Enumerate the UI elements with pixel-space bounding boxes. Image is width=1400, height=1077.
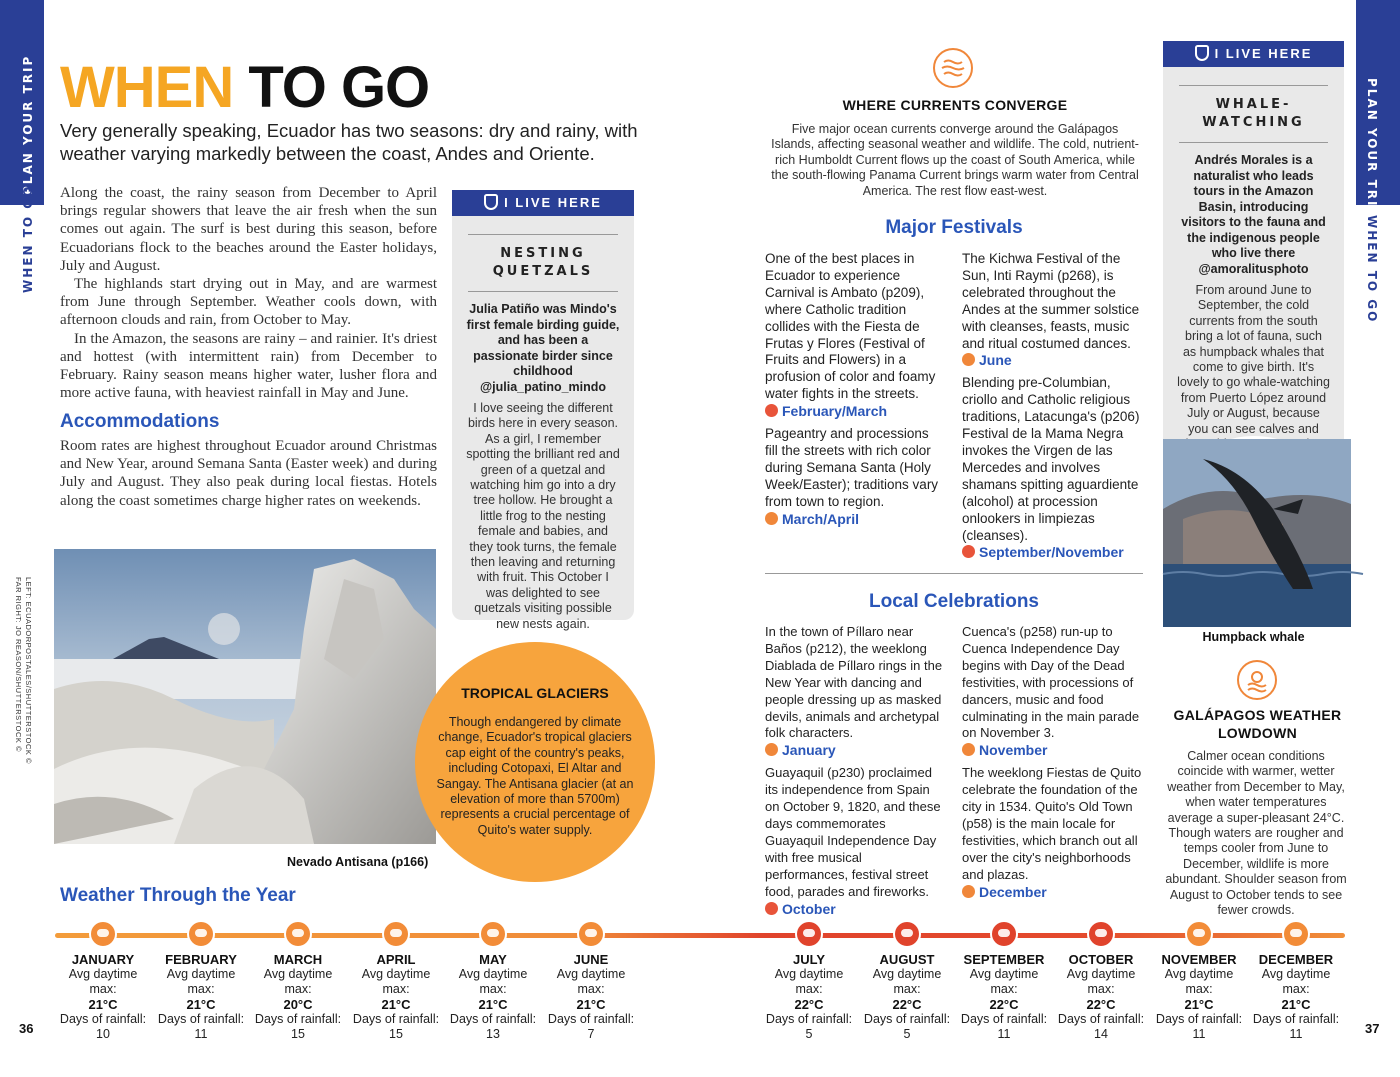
page-number-left: 36 [19,1021,34,1036]
temp-label: Avg daytime max: [1261,967,1331,996]
temp-value: 22°C [989,997,1019,1012]
month-column [348,920,444,1042]
celebrations-right-column [962,624,1144,907]
rain-cloud-icon [765,902,778,915]
paragraph-amazon: In the Amazon, the seasons are rainy – and rainier. It's driest and hottest (with intermittent rain) from December to February. Rainy season means higher water, lusher flora and more active fauna, with heaviest rainfall in May and June. [60,330,437,402]
temp-value: 22°C [1086,997,1116,1012]
left-chapter-label: WHEN TO GO [21,184,35,293]
rain-value: 14 [1094,1027,1108,1041]
celebration-guayaquil [765,765,945,917]
month-column [1248,920,1344,1042]
accommodations-heading: Accommodations [60,411,220,432]
rain-label: Days of rainfall: [254,1012,342,1026]
shield-icon [484,194,498,210]
rain-label: Days of rainfall: [960,1012,1048,1026]
subject-line-1: NESTING [500,246,586,261]
rain-value: 11 [1289,1027,1303,1041]
temp-value: 21°C [478,997,508,1012]
whale-photo [1160,436,1348,624]
live-here-label: I LIVE HERE [1214,46,1313,61]
month-name: JANUARY [71,952,135,967]
month-column [761,920,857,1042]
temp-value: 21°C [88,997,118,1012]
galapagos-heading-line-1: GALÁPAGOS WEATHER [1173,707,1342,723]
galapagos-heading-line-2: LOWDOWN [1217,725,1298,741]
festivals-left-column [765,251,945,534]
box-subject [468,234,618,292]
weather-heading: Weather Through the Year [60,885,296,906]
rain-label: Days of rainfall: [157,1012,245,1026]
rain-label: Days of rainfall: [352,1012,440,1026]
temp-label: Avg daytime max: [68,967,138,996]
festival-semana-santa-month [765,511,945,528]
right-chapter-label: WHEN TO GO [1365,215,1379,324]
month-column [153,920,249,1042]
celebration-guayaquil-text: Guayaquil (p230) proclaimed its independence from Spain on October 9, 1820, and these days commemorates Guayaquil Independence Day with free musical performances, festival street food, parades and fireworks. [765,765,941,899]
festivals-right-column [962,251,1144,567]
month-column [1053,920,1149,1042]
temp-label: Avg daytime max: [166,967,236,996]
cloud-sun-icon [1282,920,1310,948]
cloud-sun-icon [89,920,117,948]
month-name: NOVEMBER [1161,952,1237,967]
celebration-quito [962,765,1144,900]
festival-mama-negra-month [962,544,1144,561]
paragraph-highlands: The highlands start drying out in May, and are warmest from June through September. Weather cools down, with afternoon clouds and rain, from October to May. [60,276,437,329]
temp-value: 21°C [1184,997,1214,1012]
mountain-photo [54,549,436,844]
glaciers-heading: TROPICAL GLACIERS [461,685,609,701]
subject-line-1: WHALE- [1215,97,1292,112]
whale-caption: Humpback whale [1202,630,1305,644]
celebration-diablada-text: In the town of Píllaro near Baños (p212), the weeklong Diablada de Píllaro rings in the New Year with dancing and people dressing up as masked devils, animals and archetypal folk characters. [765,624,943,741]
celebration-cuenca [962,624,1144,759]
sun-icon [765,404,778,417]
intro-text: Very generally speaking, Ecuador has two seasons: dry and rainy, with weather varying markedly between the coast, Andes and Oriente. [60,120,638,164]
rain-label: Days of rainfall: [765,1012,853,1026]
guide-bio: Julia Patiño was Mindo's first female birding guide, and has been a passionate birder since childhood @julia_patino_mindo [466,302,620,394]
sun-icon [577,920,605,948]
month-label: September/November [979,544,1124,561]
month-label: November [979,742,1048,759]
right-tab-label: PLAN YOUR TRIP [1365,78,1379,219]
paragraph-coast: Along the coast, the rainy season from December to April brings regular showers that leave the air fresh when the sun comes out again. The surf is best during this season, before Ecuadorians flock to the beaches around the Easter holidays, July and August. [60,185,437,274]
title-when: WHEN [60,55,234,120]
month-label: June [979,352,1012,369]
month-label: March/April [782,510,860,527]
festival-inti-raymi [962,251,1144,369]
credit-line-1: LEFT: ECUADORPOSTALES/SHUTTERSTOCK © [24,577,33,765]
subject-line-2: WATCHING [1202,115,1305,130]
temp-value: 20°C [283,997,313,1012]
live-here-header [1163,41,1344,67]
month-column [250,920,346,1042]
rain-cloud-icon [284,920,312,948]
photo-credit [13,577,33,764]
celebrations-heading: Local Celebrations [869,591,1039,612]
cloud-sun-icon [990,920,1018,948]
month-label: December [979,883,1047,900]
rain-value: 5 [805,1027,813,1041]
rain-cloud-icon [479,920,507,948]
festival-mama-negra-text: Blending pre-Columbian, criollo and Catholic religious traditions, Latacunga's (p206) Festival de la Mama Negra invokes the Virgen de las Mercedes and involves shamans spitting aguardiente (alcohol) at procession onlookers in limpiezas (cleanses). [962,375,1140,543]
temp-value: 21°C [576,997,606,1012]
galapagos-text: Calmer ocean conditions coincide with warmer, wetter weather from December to May, when water temperatures average a super-pleasant 24°C. Though waters are rougher and temps cooler from June to December, wildlife is more abundant. Shoulder season from August to October tends to see fewer crowds. [1165,749,1347,918]
month-name: AUGUST [879,952,935,967]
rain-value: 7 [587,1027,595,1041]
title-to-go: TO GO [248,55,430,120]
sun-icon [795,920,823,948]
currents-text: Five major ocean currents converge around the Galápagos Islands, affecting seasonal weather and wildlife. The cold, nutrient-rich Humboldt Current flows up the coast of South America, while the south-flowing Panama Current brings warm water from Central America. The rest flow east-west. [771,122,1139,198]
month-column [55,920,151,1042]
live-here-box-quetzals [452,190,634,631]
cloud-sun-icon [1185,920,1213,948]
month-column [543,920,639,1042]
month-name: JUNE [573,952,609,967]
temp-label: Avg daytime max: [556,967,626,996]
festival-carnival-text: One of the best places in Ecuador to experience Carnival is Ambato (p209), where Catholic tradition collides with the Fiesta de Frutas y Flores (Festival of Fruits and Flowers) in a profusion of color and foamy water fights in the streets. [765,251,936,402]
temp-value: 21°C [381,997,411,1012]
glaciers-text: Though endangered by climate change, Ecuador's tropical glaciers cap eight of the country's peaks, including Cotopaxi, El Altar and Sangay. The Antisana glacier (at an elevation of more than 5700m) represents a crucial percentage of Quito's water supply. [436,715,634,837]
month-name: DECEMBER [1258,952,1334,967]
page-number-right: 37 [1365,1021,1380,1036]
section-divider [765,573,1143,574]
cloud-sun-icon [765,743,778,756]
main-text [60,184,437,402]
cloud-sun-icon [962,885,975,898]
celebration-diablada-month [765,742,945,759]
left-tab-label: PLAN YOUR TRIP [21,54,35,195]
month-name: JULY [792,952,826,967]
festivals-heading: Major Festivals [885,217,1023,238]
rain-value: 11 [194,1027,208,1041]
month-name: SEPTEMBER [963,952,1045,967]
month-label: October [782,900,836,917]
cloud-sun-icon [187,920,215,948]
guide-quote: I love seeing the different birds here in every season. As a girl, I remember spotting the brilliant red and green of a quetzal and watching him go into a dry tree hollow. He brought a little frog to the nesting female and babies, and they took turns, the female then leaving and returning with fruit. This October I was delighted to see quetzals visiting possible new nests again. [466,401,620,631]
rain-value: 11 [1192,1027,1206,1041]
rain-label: Days of rainfall: [59,1012,147,1026]
celebration-guayaquil-month [765,901,945,918]
live-here-header [452,190,634,216]
temp-value: 22°C [892,997,922,1012]
cloud-sun-icon [962,545,975,558]
festival-semana-santa-text: Pageantry and processions fill the streets with rich color during Semana Santa (Holy Week/Easter); traditions vary from town to region. [765,426,939,509]
festival-inti-raymi-month [962,352,1144,369]
photo-caption: Nevado Antisana (p166) [287,855,429,869]
celebrations-left-column [765,624,945,923]
box-subject [1179,85,1328,143]
guide-bio: Andrés Morales is a naturalist who leads tours in the Amazon Basin, introducing visitors to the fauna and the indigenous people who live there @amoralitusphoto [1181,153,1326,276]
celebration-quito-text: The weeklong Fiestas de Quito celebrate the foundation of the city in 1534. Quito's Old Town (p58) is the main locale for festivities, which branch out all over the city's neighborhoods and plazas. [962,765,1142,882]
rain-label: Days of rainfall: [1057,1012,1145,1026]
temp-label: Avg daytime max: [263,967,333,996]
guide-quote: From around June to September, the cold currents from the south bring a lot of fauna, such as humpback whales that come to give birth. It's lovely to go whale-watching from Puerto López around July or August, because you can see calves and [1177,283,1330,436]
temp-label: Avg daytime max: [1066,967,1136,996]
glaciers-callout [415,642,655,882]
accommodations-text: Room rates are highest throughout Ecuador around Christmas and New Year, around Semana Santa (Easter week) and during July and August. They also peak during local fiestas. Hotels along the coast sometimes charge higher rates on weekends. [60,438,437,509]
temp-label: Avg daytime max: [361,967,431,996]
month-name: MARCH [273,952,323,967]
temp-label: Avg daytime max: [1164,967,1234,996]
celebration-diablada [765,624,945,759]
rain-cloud-icon [382,920,410,948]
month-label: February/March [782,403,888,420]
month-column [956,920,1052,1042]
temp-value: 22°C [794,997,824,1012]
celebration-cuenca-text: Cuenca's (p258) run-up to Cuenca Independence Day begins with Day of the Dead festivities, with processions of dancers, music and food culminating in the main parade on November 3. [962,624,1140,741]
temp-label: Avg daytime max: [969,967,1039,996]
rain-label: Days of rainfall: [1155,1012,1243,1026]
festival-carnival-month [765,403,945,420]
month-label: January [782,742,836,759]
temp-label: Avg daytime max: [774,967,844,996]
rain-label: Days of rainfall: [449,1012,537,1026]
festival-mama-negra [962,375,1144,561]
page-title [60,54,429,121]
temp-value: 21°C [186,997,216,1012]
rain-label: Days of rainfall: [547,1012,635,1026]
temp-label: Avg daytime max: [872,967,942,996]
live-here-label: I LIVE HERE [504,195,602,210]
sun-icon [893,920,921,948]
subject-line-2: QUETZALS [492,264,594,279]
month-name: FEBRUARY [165,952,237,967]
celebration-cuenca-month [962,742,1144,759]
rain-value: 11 [997,1027,1011,1041]
rain-value: 15 [291,1027,305,1041]
galapagos-heading [1160,706,1355,742]
temp-label: Avg daytime max: [458,967,528,996]
credit-line-2: FAR RIGHT: JO REASON/SHUTTERSTOCK © [14,577,23,752]
sun-icon [962,353,975,366]
celebration-quito-month [962,884,1144,901]
month-column [1151,920,1247,1042]
festival-inti-raymi-text: The Kichwa Festival of the Sun, Inti Raymi (p268), is celebrated throughout the Andes at the summer solstice with cleanses, feasts, music and ritual costumed dances. [962,251,1140,351]
rain-cloud-icon [1087,920,1115,948]
temp-value: 21°C [1281,997,1311,1012]
rain-value: 5 [903,1027,911,1041]
sun-waves-icon [1237,660,1277,700]
rain-label: Days of rainfall: [1252,1012,1340,1026]
rain-value: 10 [96,1027,110,1041]
month-name: OCTOBER [1068,952,1134,967]
rain-label: Days of rainfall: [863,1012,951,1026]
month-name: MAY [479,952,507,967]
festival-semana-santa [765,426,945,527]
waves-icon [933,48,973,88]
festival-carnival [765,251,945,420]
shield-icon [1195,45,1209,61]
cloud-sun-icon [962,743,975,756]
month-name: APRIL [376,952,416,967]
rain-value: 13 [486,1027,500,1041]
currents-heading: WHERE CURRENTS CONVERGE [842,97,1068,113]
cloud-sun-icon [765,512,778,525]
rain-value: 15 [389,1027,403,1041]
month-column [445,920,541,1042]
month-column [859,920,955,1042]
